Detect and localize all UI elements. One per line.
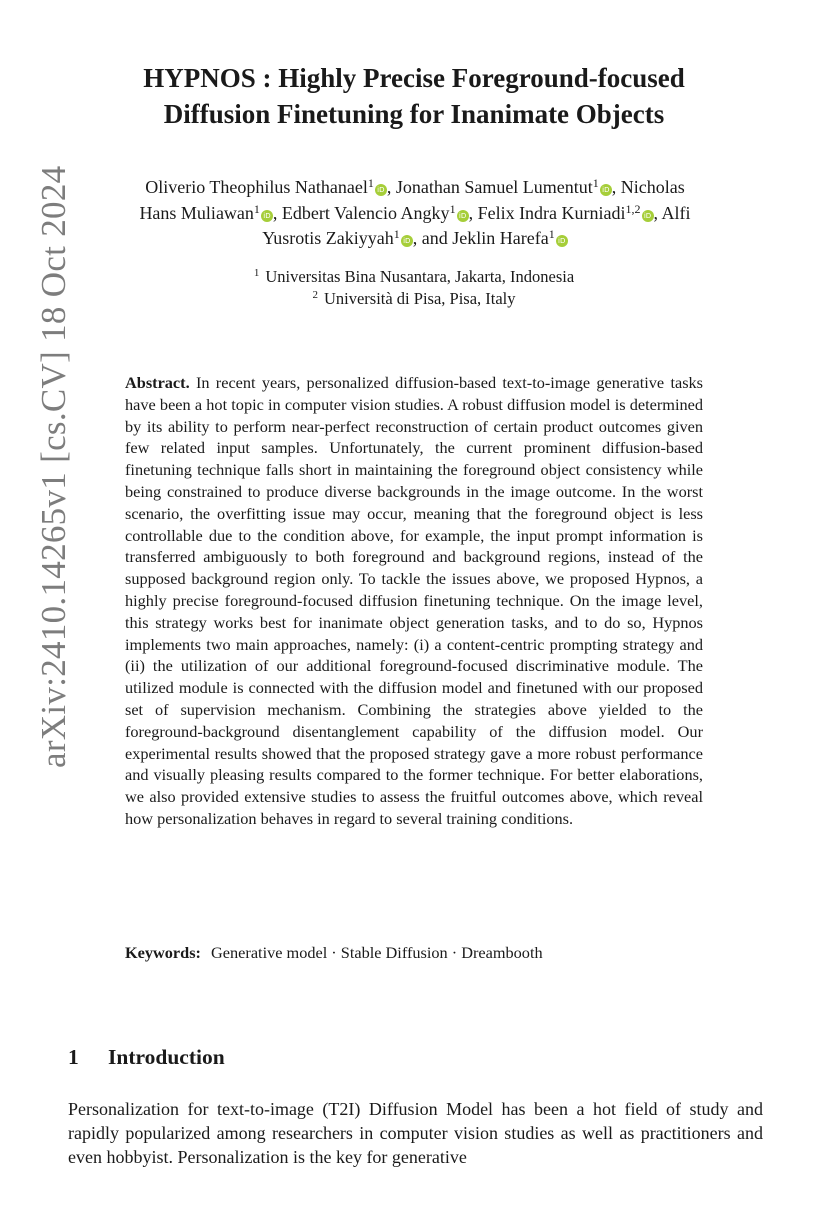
author-list xyxy=(70,175,760,252)
author-line-1 xyxy=(70,175,760,201)
affiliation-marker: 1 xyxy=(253,201,260,216)
orcid-icon[interactable]: iD xyxy=(375,184,387,196)
affiliation-marker: 1 xyxy=(367,176,374,190)
orcid-icon[interactable]: iD xyxy=(600,184,612,196)
author-line-2 xyxy=(70,201,760,227)
orcid-icon[interactable]: iD xyxy=(261,210,273,222)
introduction-paragraph: Personalization for text-to-image (T2I) Diffusion Model has been a hot field of study and rapidly popularized among researchers in computer vision studies as well as practitioners and even hobbyist. Personalization is the key for generative xyxy=(68,1099,763,1167)
author-line-3 xyxy=(70,226,760,252)
abstract-text: In recent years, personalized diffusion-based text-to-image generative tasks have been a hot topic in computer vision studies. A robust diffusion model is determined by its ability to perform near-perfect reconstruction of certain product outcomes given few related input samples. Unfortunately, the current prominent diffusion-based finetuning technique falls short in maintaining the foreground object consistency while being constrained to produce diverse backgrounds in the image outcome. In the worst scenario, the overfitting issue may occur, meaning that the foreground object is less controllable due to the condition above, for example, the input prompt information is transferred ambiguously to both foreground and background regions, instead of the supposed background region only. To tackle the issues above, we proposed Hypnos, a highly precise foreground-focused diffusion finetuning technique. On the image level, this strategy works best for inanimate object generation tasks, and to do so, Hypnos implements two main approaches, namely: (i) a content-centric prompting strategy and (ii) the utilization of our additional foreground-focused discriminative module. The utilized module is connected with the diffusion model and finetuned with our proposed set of supervision mechanism. Combining the strategies above yielded to the foreground-background disentanglement capability of the diffusion model. Our experimental results showed that the proposed strategy gave a more robust performance and visually pleasing results compared to the former technique. For better elaborations, we also provided extensive studies to assess the fruitful outcomes above, which reveal how personalization behaves in regard to several training conditions. xyxy=(125,373,704,828)
affiliation-number: 2 xyxy=(312,288,318,301)
affiliation-marker: 1,2 xyxy=(625,201,641,216)
author-name: , Nicholas xyxy=(611,177,685,197)
author-name: Yusrotis Zakiyyah xyxy=(262,228,394,248)
affiliation-marker: 1 xyxy=(548,227,555,241)
author-name: Oliverio Theophilus Nathanael xyxy=(145,177,368,197)
author-name: , Edbert Valencio Angky xyxy=(272,202,450,223)
orcid-icon[interactable]: iD xyxy=(556,235,568,247)
title-line-2: Diffusion Finetuning for Inanimate Objects xyxy=(163,99,665,129)
section-number: 1 xyxy=(68,1045,79,1069)
affiliation-marker: 1 xyxy=(393,227,400,241)
arxiv-identifier-sidebar xyxy=(34,68,74,768)
title-line-1: HYPNOS : Highly Precise Foreground-focused xyxy=(143,63,685,93)
affiliation-number: 1 xyxy=(253,267,260,279)
author-name: Hans Muliawan xyxy=(139,202,254,223)
abstract xyxy=(125,372,703,830)
orcid-icon[interactable]: iD xyxy=(401,235,413,247)
abstract-label: Abstract. xyxy=(125,373,190,392)
keywords-text: Generative model · Stable Diffusion · Dreambooth xyxy=(211,943,543,962)
author-name: , and Jeklin Harefa xyxy=(412,228,549,248)
affiliation-marker: 1 xyxy=(592,176,599,190)
affiliation-marker: 1 xyxy=(449,201,456,216)
affiliation-2 xyxy=(0,288,828,310)
author-name: , Jonathan Samuel Lumentut xyxy=(386,177,593,197)
affiliation-1 xyxy=(0,266,828,288)
affiliation-text: Universitas Bina Nusantara, Jakarta, Indonesia xyxy=(265,267,575,286)
section-heading-introduction xyxy=(68,1042,225,1072)
arxiv-id-text: arXiv:2410.14265v1 [cs.CV] 18 Oct 2024 xyxy=(34,165,73,768)
keywords-label: Keywords: xyxy=(125,943,201,962)
orcid-icon[interactable]: iD xyxy=(642,210,654,222)
author-name: , Felix Indra Kurniadi xyxy=(468,202,626,223)
affiliation-text: Università di Pisa, Pisa, Italy xyxy=(323,288,516,308)
affiliations xyxy=(0,266,828,309)
keywords xyxy=(125,942,725,964)
orcid-icon[interactable]: iD xyxy=(457,210,469,222)
author-name: , Alfi xyxy=(653,202,691,223)
section-title: Introduction xyxy=(108,1045,225,1069)
paper-title xyxy=(0,60,828,132)
